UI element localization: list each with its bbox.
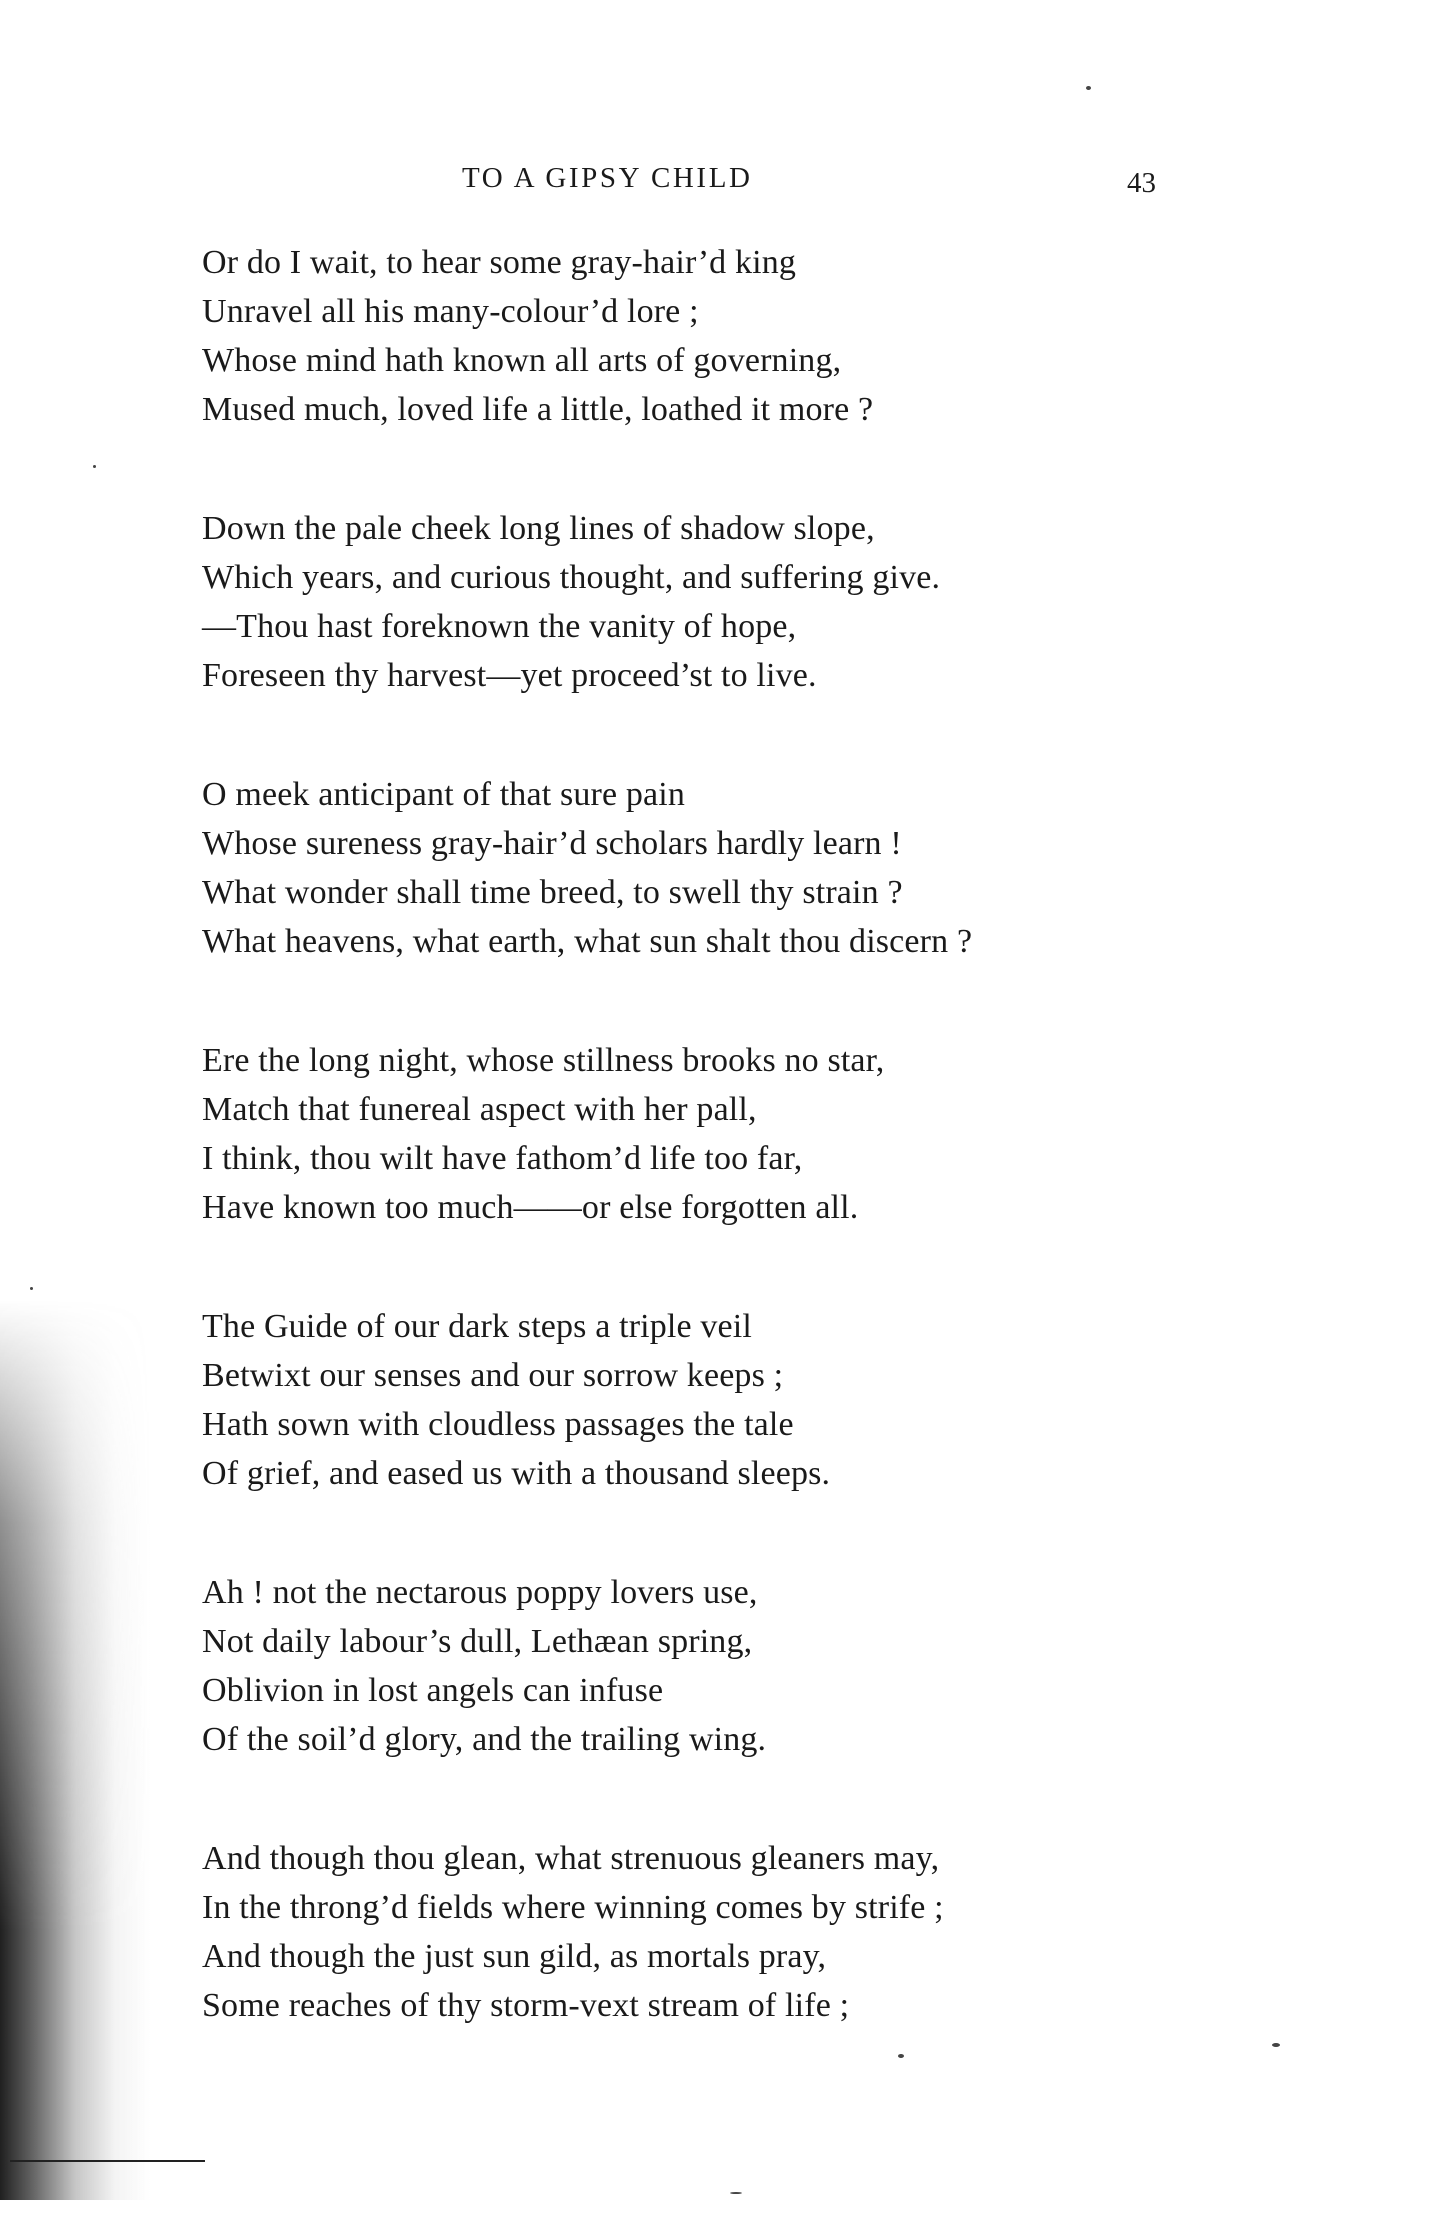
poem-line: Hath sown with cloudless passages the tale	[202, 1406, 794, 1443]
scan-speck	[1272, 2043, 1280, 2047]
poem-line: Some reaches of thy storm-vext stream of life ;	[202, 1987, 850, 2024]
poem-line: Mused much, loved life a little, loathed it more ?	[202, 391, 874, 428]
page-title: TO A GIPSY CHILD	[462, 162, 753, 194]
poem-line: What heavens, what earth, what sun shalt thou discern ?	[202, 923, 973, 960]
poem-line: O meek anticipant of that sure pain	[202, 776, 685, 813]
scan-speck	[93, 465, 96, 468]
poem-line: Whose mind hath known all arts of governing,	[202, 342, 842, 379]
poem-line: Of grief, and eased us with a thousand sleeps.	[202, 1455, 831, 1492]
scan-speck	[30, 1287, 33, 1290]
binding-shadow	[0, 1300, 150, 2200]
stanza	[202, 1036, 1202, 1232]
poem-line: Not daily labour’s dull, Lethæan spring,	[202, 1623, 753, 1660]
poem-line: Unravel all his many-colour’d lore ;	[202, 293, 699, 330]
poem-line: Which years, and curious thought, and suffering give.	[202, 559, 941, 596]
poem-line: And though the just sun gild, as mortals pray,	[202, 1938, 827, 1975]
poem-line: Oblivion in lost angels can infuse	[202, 1672, 664, 1709]
poem-line: And though thou glean, what strenuous gleaners may,	[202, 1840, 940, 1877]
scan-speck	[730, 2192, 742, 2194]
poem-line: The Guide of our dark steps a triple veil	[202, 1308, 752, 1345]
poem-line: What wonder shall time breed, to swell thy strain ?	[202, 874, 903, 911]
poem-line: Whose sureness gray-hair’d scholars hardly learn !	[202, 825, 902, 862]
poem-line: Betwixt our senses and our sorrow keeps ;	[202, 1357, 784, 1394]
running-head	[0, 162, 1441, 202]
poem-line: In the throng’d fields where winning comes by strife ;	[202, 1889, 944, 1926]
poem-line: Down the pale cheek long lines of shadow slope,	[202, 510, 875, 547]
poem-line: Ere the long night, whose stillness brooks no star,	[202, 1042, 885, 1079]
poem-line: —Thou hast foreknown the vanity of hope,	[202, 608, 797, 645]
poem-line: Have known too much——or else forgotten all.	[202, 1189, 859, 1226]
poem-line: Of the soil’d glory, and the trailing wing.	[202, 1721, 767, 1758]
stanza	[202, 504, 1202, 700]
stanza	[202, 1834, 1202, 2030]
poem-body	[202, 238, 1202, 2100]
scan-speck	[1086, 86, 1091, 90]
poem-line: Or do I wait, to hear some gray-hair’d king	[202, 244, 797, 281]
poem-line: Match that funereal aspect with her pall,	[202, 1091, 757, 1128]
poem-line: Ah ! not the nectarous poppy lovers use,	[202, 1574, 758, 1611]
stanza	[202, 1302, 1202, 1498]
poem-line: Foreseen thy harvest—yet proceed’st to live.	[202, 657, 817, 694]
page-number: 43	[1127, 167, 1156, 199]
stanza	[202, 770, 1202, 966]
stanza	[202, 238, 1202, 434]
stanza	[202, 1568, 1202, 1764]
poem-line: I think, thou wilt have fathom’d life too far,	[202, 1140, 803, 1177]
binding-edge-line	[10, 2160, 205, 2162]
